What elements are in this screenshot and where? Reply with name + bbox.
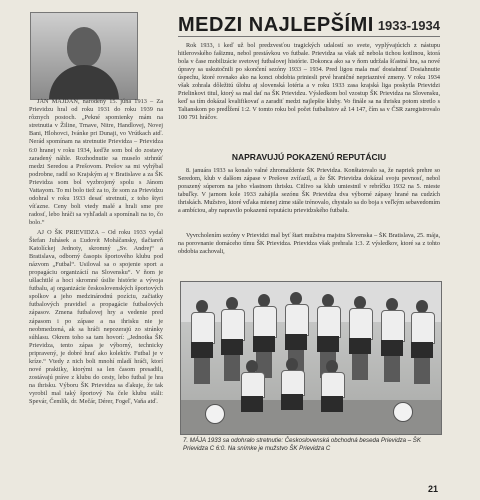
page-title-bar (178, 14, 440, 37)
main-paragraph-a-text: Rok 1933, i keď už bol predzvesťou tragických udalostí so svete, vyplývajúcich z nástupu hitlerovského fašizmu, nebol prestávkou vo futbale. Prievidza sa však už nebola tichou kotlinou, ktorá bola v čase mobilizácie svetovej futbalovej histórie. Dokonca ako sa v ňom udržala šťastná hra, sa nové úpravy sa uskutočnili po skončení sezóny 1933 – 1934. Pred ligou mala mať dosiahnuť Dosiahnutie úspechu, ktoré rovnako ako na konci obdobia priniesli prvé hraničné nepriaznivé zmeny. V roku 1934 však zohrala dôležitú úlohu aj slovenská lotéria a v roku 1933 zasa krajská liga poskytla Prievidzi Prielinkovi titul, ktorý sa mal dať na ŠK Prievidzu. Výsledkom bol vzostup ŠK Prievidza na Slovensku, keď sa tím dokázal kvalifikovať a zaradiť medzi najlepšie kluby. Vo finále sa na ihrisku potom stretlo s Talianskom po predĺžení 1:2. V tomto roku bol počet futbalistov až 14 147, čím sa v ČSR zaregistrovalo 100 791 hráčov. (178, 42, 440, 121)
section-subheading: NAPRAVUJÚ POKAZENÚ REPUTÁCIU (231, 152, 387, 162)
left-paragraph-1: JÁN MAJDAN, narodený 15. júna 1913 – Za Prievidzu hral od roku 1931 do roku 1939 na rôznych postoch. „Pekné spomienky mám na stretnutia v Žiline, Trnave, Nitre, Handlovej, Novej Bani, Hlohovci, Ivánke pri Dunaji, vo Vrútkach atď. Nerád spomínam na stretnutie Prievidza – Prievidza 6:0 hranej v roku 1934, keďže som bol do zostavy zaradený náhle. Rozhodnutie sa muselo strhnúť medzi Seredou a Prešovom. Prešov sa mi vyhýbal podrobne, radil so Krajským aj v Bratislave a za ŠK Prievidza som bol vyzbrojený spolu s Jánom Vattayom. To mi bolo tiež za to, že som za Prievidzu odohral v roku 1933 desať stretnutí, z toho štyri víťazne. Ceny boli vtedy malé a hrali sme pre radosť, lebo hráči sa vyhľadali a spomínali na to, čo bolo.“ (29, 98, 163, 227)
football-ball (393, 402, 413, 422)
main-paragraph-a (178, 42, 440, 150)
page-title: MEDZI NAJLEPŠÍMI (178, 14, 374, 36)
left-column-text (29, 98, 163, 493)
caption-text: MÁJA 1933 sa odohralo stretnutie: Československá obchodná beseda Prievidza – ŠK Prievidza C 6:0. Na snímke je mužstvo ŠK Prievidza C (183, 437, 421, 452)
portrait-torso (49, 65, 119, 100)
main-paragraph-c (178, 232, 440, 272)
main-paragraph-b-text: 8. januára 1933 sa konalo valné zhromaždenie ŠK Prievidza. Konštatovalo sa, že napriek prehre so Seredom, klub v dalšom zápase v Prešove zvíťazil, a že ŠK Prievidza dokázal svoju pevnosť, nebol porazený súperom na jeho vlastnom ihrisku. Citlivo sa klub umiestnil v rebríčku 1932 na 5. mieste tabuľky. V jarnom kole 1933 zahájila sezónu ŠK Prievidza dva výborné zápasy hrané na cudzích ihriskách. Mužstvo, ktoré vďaka mienej zime stále trénovalo, chystalo sa do boja s veľkým sebavedomím a ambíciou, aby napravilo pokazenú reputáciu prievidzského futbalu. (178, 167, 440, 214)
page-number: 21 (428, 484, 439, 494)
team-photo (180, 281, 442, 435)
main-paragraph-c-text: Vyvrcholením sezóny v Prievidzi mal byť štart mužstva majstra Slovenska – ŠK Bratislava, 25. mája, na porovnanie domáceho tímu ŠK Prievidza. Prievidza však prehrala 1:3. Z výsledkov, ktoré sa z tohto obdobia zachovali, (178, 232, 440, 255)
main-paragraph-b (178, 167, 440, 229)
portrait-head (67, 27, 101, 67)
page-title-years: 1933-1934 (377, 18, 440, 33)
caption-number: 7. (183, 437, 189, 444)
photo-caption (183, 437, 441, 452)
football-ball (205, 404, 225, 424)
portrait-photo (30, 12, 138, 100)
left-paragraph-2: AJ O ŠK PRIEVIDZA – Od roku 1933 vydal Štefan Juhásek a Ľudovít Moháčansky, tlačiareň Katolíckej Jednoty, skromný „Sv. Andrej“ a Bratislava, odborný časopis športového klubu pod názvom „Futbal“. Usiloval sa o spojenie sport a propagáciu organizácií na Slovensku“. V ňom je ušlachtilé a hoci skromné úsilie histórie a vývoja futbalu, aj organizácie československých športových spolkov a jeho medzinárodnú pozíciu, začiatky futbalových pravidiel a propagácie futbalových zápasov. Zmena futbalovej hry a vedenie pred zápasom i po zápase a na ihrisku nie je neobmedzená, ak sa hráči nepozerajú zo stránky súhlasu. Okrem toho sa tam hovorí: „Jednotka ŠK Prievidza, tento zápas je výborný, technicky pripravený, je dobré hrať ako kolektív. Futbal je v kríze.“ Vtedy z nich boli mnohí mladí hráči, ktorí nové praktiky, ktorými sa len časom presadili, zostávajú práve z klubu do cesty, lebo futbal je hra na ihrisku. Výboru ŠK Prievidza sa ďakuje, že tak vyrobil mal taký športový Na čele klubu stáli: Spevár, Čemlík, dr. Mečár, Dérer, Fogeľ, Vaňa atď. (29, 228, 163, 406)
